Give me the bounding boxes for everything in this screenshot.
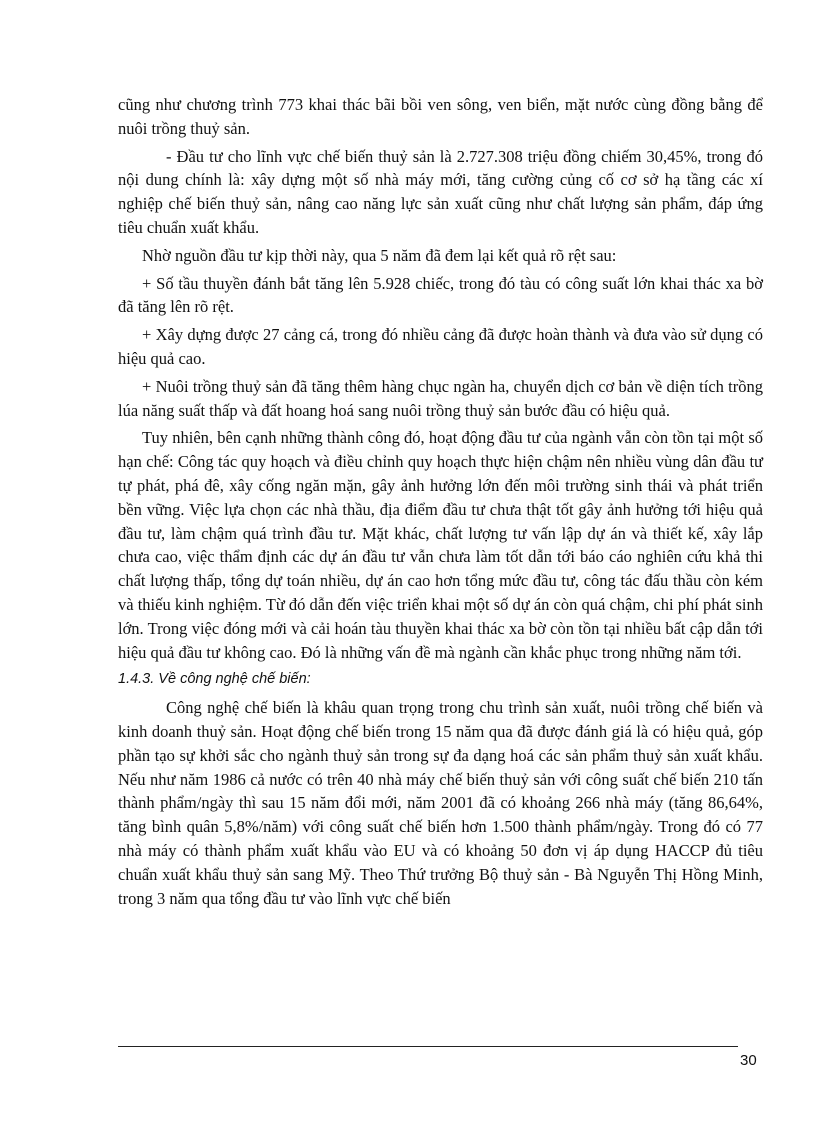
- paragraph-processing-technology: Công nghệ chế biến là khâu quan trọng trong chu trình sản xuất, nuôi trồng chế biến và kinh doanh thuỷ sản. Hoạt động chế biến trong 15 năm qua đã được đánh giá là có hiệu quả, góp phần tạo sự khởi sắc cho ngành thuỷ sản trong sự đa dạng hoá các sản phẩm thuỷ sản xuất khẩu. Nếu như năm 1986 cả nước có trên 40 nhà máy chế biến thuỷ sản với công suất chế biến 210 tấn thành phẩm/ngày thì sau 15 năm đổi mới, năm 2001 đã có khoảng 266 nhà máy (tăng 86,64%, tăng bình quân 5,8%/năm) với công suất chế biến hơn 1.500 thành phẩm/ngày. Trong đó có 77 nhà máy có thành phẩm xuất khẩu vào EU và có khoảng 50 đơn vị áp dụng HACCP đủ tiêu chuẩn xuất khẩu thuỷ sản sang Mỹ. Theo Thứ trưởng Bộ thuỷ sản - Bà Nguyễn Thị Hồng Minh, trong 3 năm qua tổng đầu tư vào lĩnh vực chế biến: [118, 698, 763, 908]
- paragraph-continuation: cũng như chương trình 773 khai thác bãi bồi ven sông, ven biển, mặt nước cùng đồng bằng để nuôi trồng thuỷ sản.: [118, 95, 763, 138]
- paragraph-result-ports: + Xây dựng được 27 cảng cá, trong đó nhiều cảng đã được hoàn thành và đưa vào sử dụng có hiệu quả cao.: [118, 325, 763, 368]
- paragraph-result-aquaculture: + Nuôi trồng thuỷ sản đã tăng thêm hàng chục ngàn ha, chuyển dịch cơ bản về diện tích trồng lúa năng suất thấp và đất hoang hoá sang nuôi trồng thuỷ sản bước đầu có hiệu quả.: [118, 376, 763, 420]
- section-heading: 1.4.3. Về công nghệ chế biến:: [118, 671, 311, 688]
- paragraph-limitations: Tuy nhiên, bên cạnh những thành công đó, hoạt động đầu tư của ngành vẫn còn tồn tại một số hạn chế: Công tác quy hoạch và điều chỉnh quy hoạch thực hiện chậm nên nhiều vùng dân đầu tư tự phát, phá đê, xây cống ngăn mặn, gây ảnh hưởng lớn đến môi trường sinh thái và phát triển bền vững. Việc lựa chọn các nhà thầu, địa điểm đầu tư chưa thật tốt gây ảnh hưởng tới hiệu quả đầu tư, làm chậm quá trình đầu tư. Mặt khác, chất lượng tư vấn lập dự án và thiết kế, xây lắp chưa cao, việc thẩm định các dự án đầu tư vẫn chưa làm tốt dẫn tới báo cáo nghiên cứu khả thi chất lượng thấp, tổng dự toán nhiều, dự án cao hơn tổng mức đầu tư, công tác đấu thầu còn kém và thiếu kinh nghiệm. Từ đó dẫn đến việc triển khai một số dự án còn quá chậm, chi phí phát sinh lớn. Trong việc đóng mới và cải hoán tàu thuyền khai thác xa bờ còn tồn tại nhiều bất cập dẫn tới hiệu quả đầu tư không cao. Đó là những vấn đề mà ngành cần khắc phục trong những năm tới.: [118, 428, 763, 662]
- footer-divider: [118, 1046, 738, 1047]
- paragraph-results-intro: Nhờ nguồn đầu tư kịp thời này, qua 5 năm đã đem lại kết quả rõ rệt sau:: [142, 245, 617, 265]
- paragraph-processing-investment: - Đầu tư cho lĩnh vực chế biến thuỷ sản là 2.727.308 triệu đồng chiếm 30,45%, trong đó nội dung chính là: xây dựng một số nhà máy mới, tăng cường củng cố cơ sở hạ tầng các xí nghiệp chế biến thuỷ sản, nâng cao năng lực sản xuất cũng như chất lượng sản phẩm, đáp ứng tiêu chuẩn xuất khẩu.: [118, 146, 763, 237]
- paragraph-result-boats: + Số tầu thuyền đánh bắt tăng lên 5.928 chiếc, trong đó tàu có công suất lớn khai thác xa bờ đã tăng lên rõ rệt.: [118, 273, 763, 317]
- page-number: 30: [740, 1052, 757, 1069]
- document-body: [118, 93, 763, 914]
